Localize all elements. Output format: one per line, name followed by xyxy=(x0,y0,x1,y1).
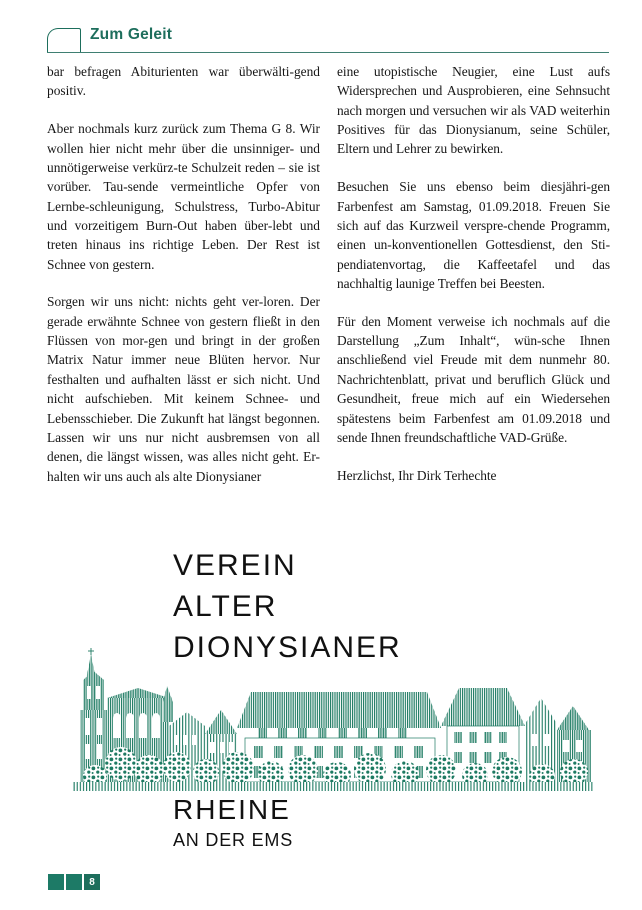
page-footer xyxy=(48,874,100,890)
page-number: 8 xyxy=(84,874,100,890)
emblem-line-dionysianer: DIONYSIANER xyxy=(173,631,402,664)
header-bracket-decoration xyxy=(47,28,81,52)
paragraph: Für den Moment verweise ich nochmals auf die Darstellung „Zum Inhalt“, wün-sche Ihnen anschließend viel Freude mit dem nunmehr 80. Nachrichtenblatt, privat und beruflich Glück und Gesundheit, freue mich auf ein Wiedersehen spätestens beim Farbenfest am 01.09.2018 und sende Ihnen freundschaftliche VAD-Grüße. xyxy=(337,313,610,445)
page-header xyxy=(47,26,609,54)
header-divider xyxy=(47,52,609,53)
paragraph: Aber nochmals kurz zurück zum Thema G 8. Wir wollen hier nicht mehr über die unsinniger- und unnötigerweise verkürz-te Schulzeit reden – sie ist vorüber. Tau-sende vermeintliche Opfer von Lernbe-schleunigung, Schulstress, Turbo-Abitur und vorzeitigem Burn-Out haben über-lebt und treten hinaus ins richtige Leben. Der Rest ist Schnee von gestern. xyxy=(47,121,320,272)
emblem-subtitle: AN DER EMS xyxy=(173,830,294,850)
emblem-line-verein: VEREIN xyxy=(173,549,297,582)
paragraph: bar befragen Abiturienten war überwälti-gend positiv. xyxy=(47,64,320,99)
paragraph: eine utopistische Neugier, eine Lust aufs Widersprechen und Ausprobieren, eine Sehnsucht nach morgen und versuchen wir als VAD weiterhin Positives für das Dionysianum, seine Schüler, Eltern und Lehrer zu bewirken. xyxy=(337,64,610,157)
paragraph: Besuchen Sie uns ebenso beim diesjähri-gen Farbenfest am Samstag, 01.09.2018. Freuen Sie sich auf das Kurzweil verspre-chende Programm, einen un-konventionellen Gottesdienst, den Sti-pendiatenvortag, die Kaffeetafel und das nachhaltig launige Treffen bei Beesten. xyxy=(337,179,610,291)
footer-square-2 xyxy=(66,874,82,890)
text-column-left xyxy=(47,62,320,486)
rheine-skyline-illustration xyxy=(55,640,609,792)
signature-line: Herzlichst, Ihr Dirk Terhechte xyxy=(337,467,497,483)
emblem-line-alter: ALTER xyxy=(173,590,278,623)
page-title: Zum Geleit xyxy=(90,26,173,43)
emblem-city-name: RHEINE xyxy=(173,794,291,825)
vad-emblem xyxy=(47,540,609,860)
paragraph: Sorgen wir uns nicht: nichts geht ver-loren. Der gerade erwähnte Schnee von gestern fließt in den Flüssen von mor-gen und bringt in der großen Matrix Natur immer neue Blüten hervor. Nur festhalten und aufhalten lässt er sich nicht. Und nicht aufschieben. Mit keinem Schnee- und Lebensschieber. Die Zukunft hat längst begonnen. Lassen wir uns nur nicht ausbremsen von all denen, die längst wissen, was alles nicht geht. Er-halten wir uns auch als alte Dionysianer xyxy=(47,294,320,484)
footer-square-1 xyxy=(48,874,64,890)
text-column-right xyxy=(337,62,610,485)
